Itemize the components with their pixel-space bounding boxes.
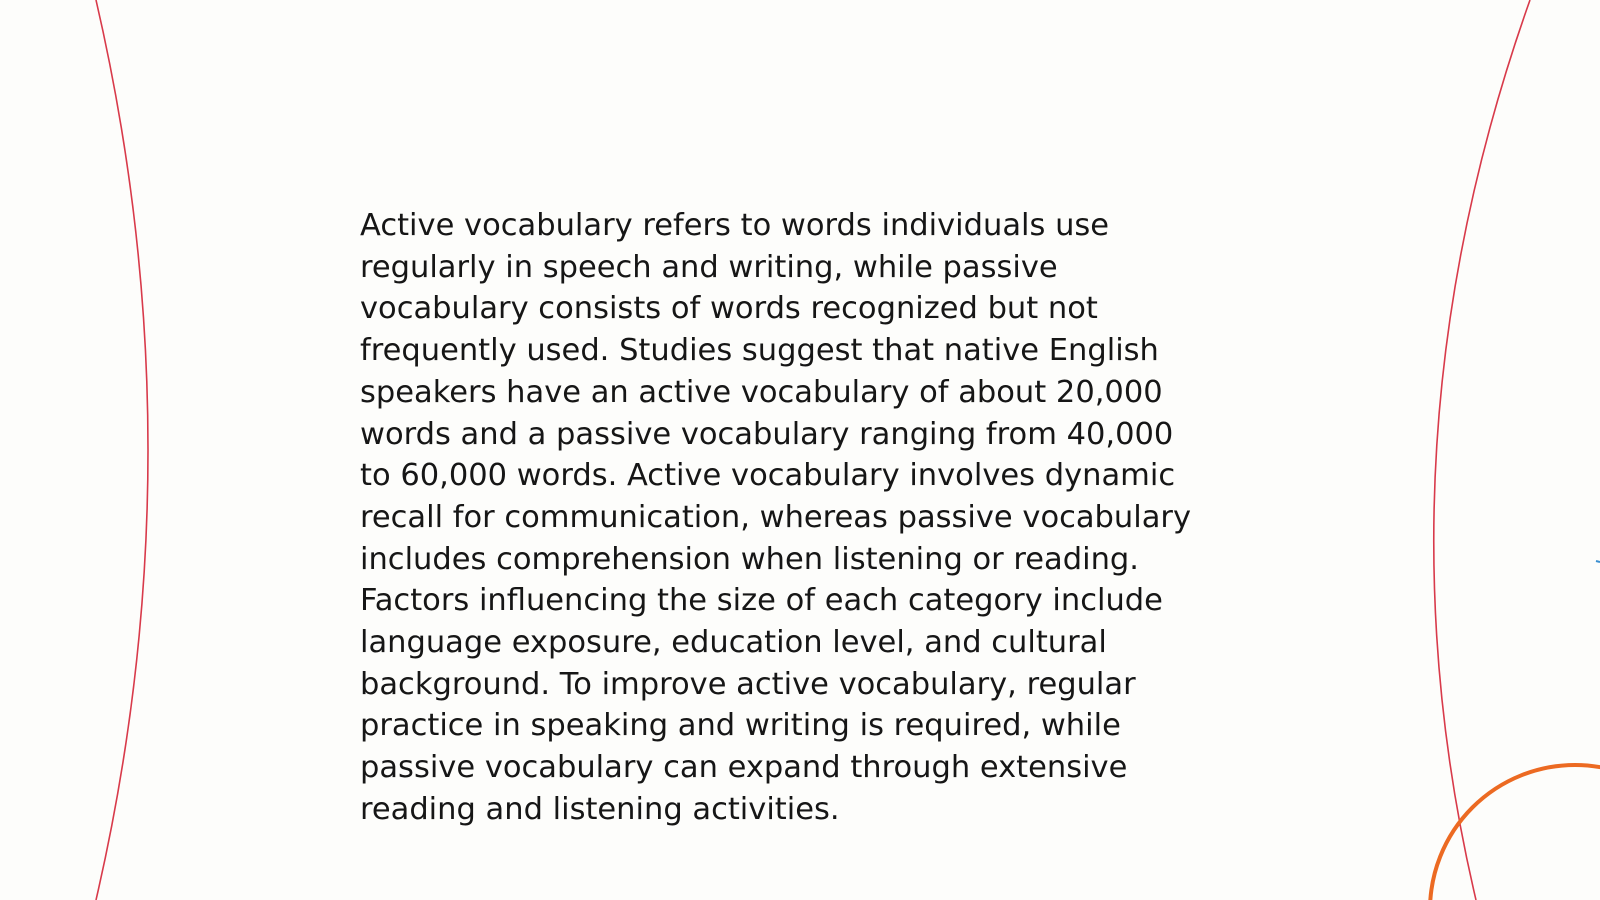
paragraph-line: language exposure, education level, and cultural	[360, 625, 1107, 661]
paragraph-line: background. To improve active vocabulary, regular	[360, 666, 1136, 702]
paragraph-line: words and a passive vocabulary ranging from 40,000	[360, 416, 1174, 452]
paragraph-line: regularly in speech and writing, while passive	[360, 249, 1058, 285]
paragraph-line: Factors influencing the size of each category include	[360, 583, 1163, 619]
left-curve-line	[96, 0, 148, 900]
body-paragraph	[360, 205, 1260, 831]
paragraph-line: vocabulary consists of words recognized but not	[360, 291, 1098, 327]
paragraph-line: to 60,000 words. Active vocabulary involves dynamic	[360, 458, 1176, 494]
paragraph-line: speakers have an active vocabulary of about 20,000	[360, 374, 1163, 410]
paragraph-line: practice in speaking and writing is required, while	[360, 708, 1121, 744]
paragraph-line: includes comprehension when listening or reading.	[360, 541, 1139, 577]
paragraph-line: frequently used. Studies suggest that native English	[360, 333, 1159, 369]
right-curve-line	[1434, 0, 1530, 900]
orange-accent-arc	[1430, 765, 1600, 900]
paragraph-line: Active vocabulary refers to words individuals use	[360, 208, 1110, 243]
blue-accent-tick	[1596, 561, 1600, 562]
paragraph-line: reading and listening activities.	[360, 791, 840, 827]
paragraph-line: recall for communication, whereas passive vocabulary	[360, 499, 1192, 535]
paragraph-line: passive vocabulary can expand through extensive	[360, 750, 1128, 786]
